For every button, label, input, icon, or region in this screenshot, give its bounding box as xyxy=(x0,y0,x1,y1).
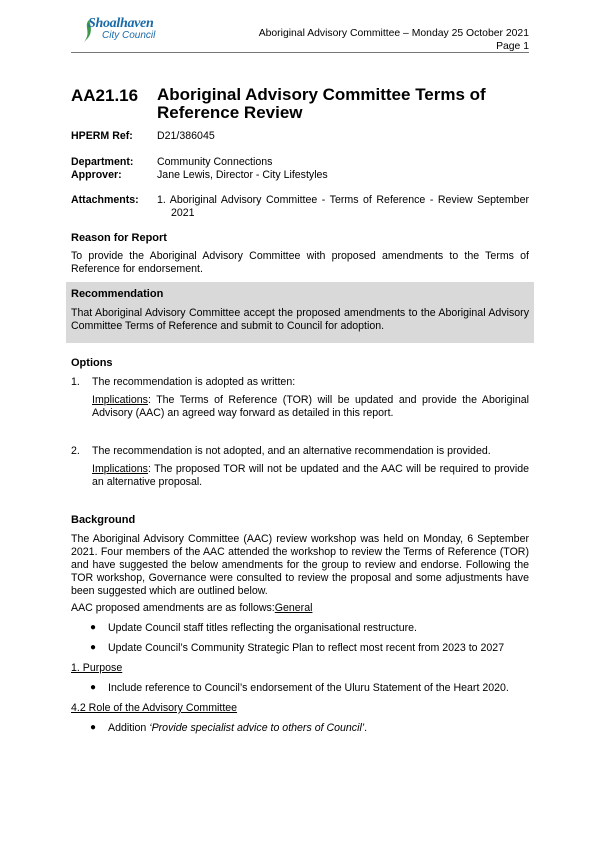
role-bullet-quote: ‘Provide specialist advice to others of Council’ xyxy=(149,722,365,734)
general-bullet-1: Update Council staff titles reflecting the organisational restructure. xyxy=(108,622,417,634)
option-1-impl-label: Implications xyxy=(92,394,148,406)
option-2-impl-text: : The proposed TOR will not be updated and the AAC will be required to provide an alternative proposal. xyxy=(92,463,529,488)
amendments-intro xyxy=(71,602,529,615)
meeting-title: Aboriginal Advisory Committee – Monday 25 October 2021 xyxy=(258,28,529,39)
options-heading: Options xyxy=(71,357,113,369)
bullet-icon: ● xyxy=(90,642,97,653)
recommendation-text: That Aboriginal Advisory Committee accept the proposed amendments to the Aboriginal Advisory Committee Terms of Reference and submit to Council for adoption. xyxy=(71,307,529,332)
attachments-label: Attachments: xyxy=(71,194,139,206)
option-1-text: The recommendation is adopted as written: xyxy=(92,376,296,388)
logo-text-secondary: City Council xyxy=(102,30,156,41)
report-number: AA21.16 xyxy=(71,86,139,105)
hperm-value: D21/386045 xyxy=(157,130,215,142)
hperm-label: HPERM Ref: xyxy=(71,130,133,142)
attachments-value: 1. Aboriginal Advisory Committee - Terms of Reference - Review September 2021 xyxy=(157,194,529,219)
role-bullet-1 xyxy=(108,722,529,735)
report-title: Aboriginal Advisory Committee Terms of Reference Review xyxy=(157,85,486,122)
page-header xyxy=(259,27,529,53)
option-2-impl-label: Implications xyxy=(92,463,148,475)
bullet-icon: ● xyxy=(90,622,97,633)
bullet-icon: ● xyxy=(90,722,97,733)
background-heading: Background xyxy=(71,514,136,526)
approver-value: Jane Lewis, Director - City Lifestyles xyxy=(157,169,328,181)
option-1-implications xyxy=(92,394,529,420)
recommendation-heading: Recommendation xyxy=(71,288,164,300)
background-text: The Aboriginal Advisory Committee (AAC) review workshop was held on Monday, 6 September 2021. Four members of the AAC attended the workshop to review the Terms of Reference (TOR) and have suggested the below amendments for the group to review and endorse. Following the TOR workshop, Governance were consulted to review the proposal and some adjustments have been suggested which are outlined below. xyxy=(71,533,529,597)
option-1-impl-text: : The Terms of Reference (TOR) will be updated and provide the Aboriginal Advisory (AAC) an agreed way forward as detailed in this report. xyxy=(92,394,529,419)
reason-text: To provide the Aboriginal Advisory Committee with proposed amendments to the Terms of Reference for endorsement. xyxy=(71,250,529,275)
header-divider xyxy=(71,52,529,53)
page-number: Page 1 xyxy=(496,41,529,52)
logo-text-primary: Shoalhaven xyxy=(88,16,154,31)
bullet-icon: ● xyxy=(90,682,97,693)
department-label: Department: xyxy=(71,156,134,168)
general-label: General xyxy=(274,602,313,614)
option-2-implications xyxy=(92,463,529,489)
option-2-text: The recommendation is not adopted, and an alternative recommendation is provided. xyxy=(92,445,491,457)
option-2-number: 2. xyxy=(71,445,80,457)
role-bullet-prefix: Addition xyxy=(108,722,150,734)
purpose-label: 1. Purpose xyxy=(71,662,123,674)
council-logo xyxy=(80,16,162,46)
role-label: 4.2 Role of the Advisory Committee xyxy=(71,702,238,714)
option-1-number: 1. xyxy=(71,376,80,388)
amendments-intro-text: AAC proposed amendments are as follows: xyxy=(71,602,275,614)
approver-label: Approver: xyxy=(71,169,122,181)
purpose-bullet-1: Include reference to Council’s endorsement of the Uluru Statement of the Heart 2020. xyxy=(108,682,509,694)
department-value: Community Connections xyxy=(157,156,273,168)
general-bullet-2: Update Council’s Community Strategic Plan to reflect most recent from 2023 to 2027 xyxy=(108,642,505,654)
role-bullet-suffix: . xyxy=(364,722,368,734)
reason-heading: Reason for Report xyxy=(71,232,167,244)
